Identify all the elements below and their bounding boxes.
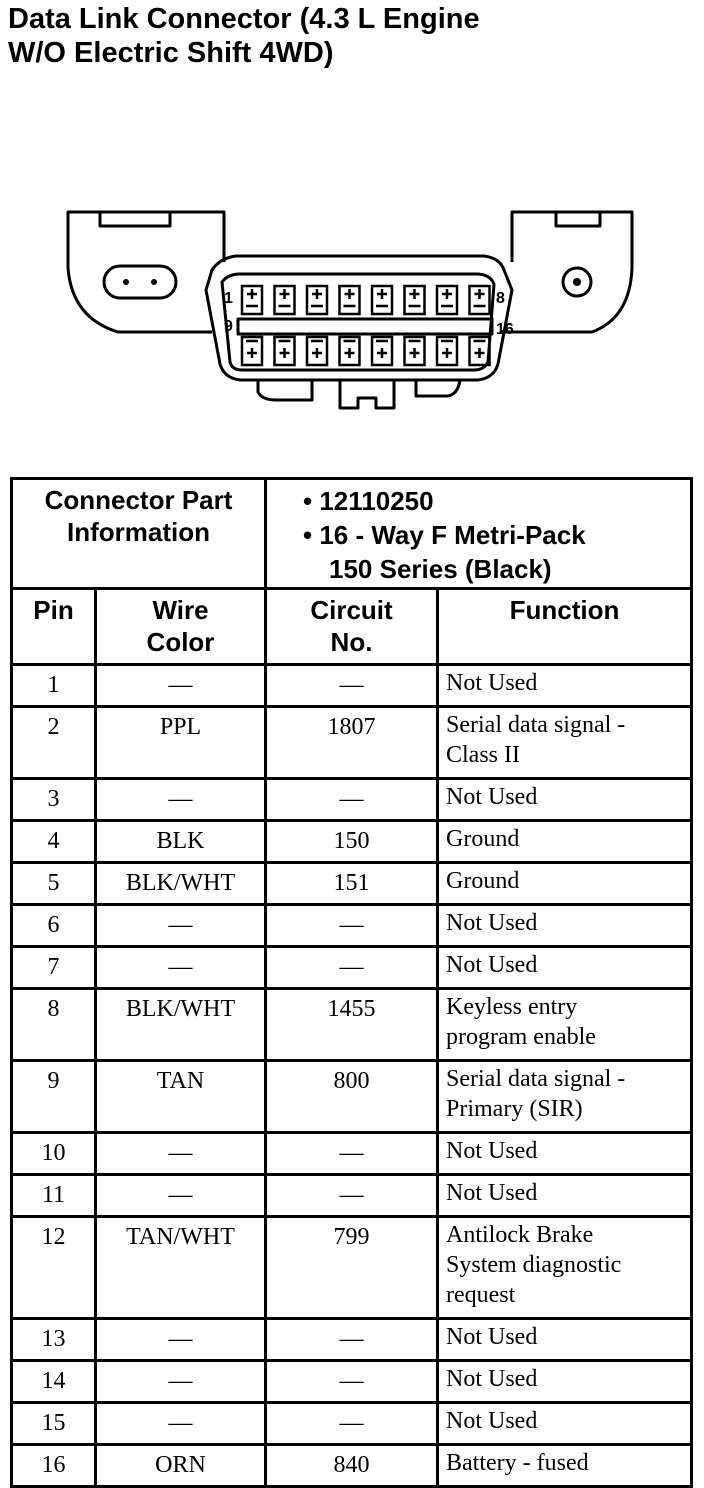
wire-color: PPL	[96, 707, 266, 779]
function-line: Ground	[446, 868, 520, 894]
circuit-number: —	[266, 947, 438, 989]
function-line: Not Used	[446, 670, 538, 696]
table-row	[12, 1175, 692, 1217]
table-row	[12, 905, 692, 947]
pin-number: 13	[12, 1319, 96, 1361]
pin-number: 2	[12, 707, 96, 779]
table-row	[12, 1403, 692, 1445]
connector-pin-terminal	[441, 289, 453, 306]
pin-number: 6	[12, 905, 96, 947]
function-line: Not Used	[446, 910, 538, 936]
connector-pin-terminal	[474, 289, 486, 306]
function-line: program enable	[446, 1024, 596, 1050]
circuit-number: 151	[266, 863, 438, 905]
connector-pin-terminal	[279, 289, 291, 306]
circuit-number: 150	[266, 821, 438, 863]
circuit-number: —	[266, 779, 438, 821]
connector-pin-terminal	[441, 341, 453, 358]
function-line: Not Used	[446, 1408, 538, 1434]
connector-pin-terminal	[409, 289, 421, 306]
function-line: Serial data signal -	[446, 1066, 626, 1092]
connector-pin-terminal	[246, 341, 258, 358]
function-line: System diagnostic	[446, 1252, 622, 1278]
table-row	[12, 1061, 692, 1133]
table-row	[12, 1133, 692, 1175]
pin-number: 10	[12, 1133, 96, 1175]
table-row	[12, 707, 692, 779]
wire-color: —	[96, 665, 266, 707]
wire-color: BLK	[96, 821, 266, 863]
table-row	[12, 1217, 692, 1319]
function-line: Primary (SIR)	[446, 1096, 583, 1122]
pin-number: 7	[12, 947, 96, 989]
function-cell	[438, 863, 692, 905]
function-line: Antilock Brake	[446, 1222, 594, 1248]
function-line: Serial data signal -	[446, 712, 626, 738]
function-line: request	[446, 1282, 516, 1308]
function-cell	[438, 1217, 692, 1319]
pin-grid	[242, 286, 490, 365]
connector-pin-terminal	[311, 341, 323, 358]
circuit-number: —	[266, 1361, 438, 1403]
pin-number: 11	[12, 1175, 96, 1217]
connector-pin-terminal	[279, 341, 291, 358]
connector-pin-terminal	[376, 341, 388, 358]
bottom-key-right	[416, 380, 460, 396]
function-line: Not Used	[446, 1324, 538, 1350]
function-cell	[438, 947, 692, 989]
circuit-number: 1455	[266, 989, 438, 1061]
pin-number: 16	[12, 1445, 96, 1487]
connector-pin-terminal	[344, 289, 356, 306]
circuit-number: 1807	[266, 707, 438, 779]
function-line: Keyless entry	[446, 994, 578, 1020]
pin-label-9: 9	[224, 318, 233, 335]
header-circuit-no: Circuit No.	[266, 589, 438, 665]
pin-number: 15	[12, 1403, 96, 1445]
circuit-number: —	[266, 1175, 438, 1217]
table-row	[12, 821, 692, 863]
left-mounting-ear	[68, 212, 224, 332]
circuit-number: —	[266, 1133, 438, 1175]
wire-color: —	[96, 905, 266, 947]
function-cell	[438, 1133, 692, 1175]
wire-color: —	[96, 1175, 266, 1217]
header-function: Function	[438, 589, 692, 665]
pin-label-8: 8	[496, 290, 505, 307]
function-cell	[438, 779, 692, 821]
function-line: Not Used	[446, 1180, 538, 1206]
part-number: • 12110250	[303, 486, 434, 516]
bottom-key-center	[340, 380, 394, 408]
pin-number: 12	[12, 1217, 96, 1319]
right-ear-tab	[556, 212, 600, 226]
pin-label-1: 1	[224, 290, 233, 307]
wire-color: —	[96, 779, 266, 821]
circuit-number: 840	[266, 1445, 438, 1487]
function-line: Ground	[446, 826, 520, 852]
wire-color: —	[96, 1403, 266, 1445]
title-line-1: Data Link Connector (4.3 L Engine	[8, 3, 480, 35]
function-cell	[438, 1361, 692, 1403]
table-row	[12, 665, 692, 707]
pin-number: 14	[12, 1361, 96, 1403]
pin-row-divider	[238, 319, 492, 334]
pin-number: 4	[12, 821, 96, 863]
connector-pin-terminal	[311, 289, 323, 306]
function-cell	[438, 821, 692, 863]
function-line: Not Used	[446, 1366, 538, 1392]
pin-number: 3	[12, 779, 96, 821]
table-row	[12, 947, 692, 989]
table-row	[12, 1319, 692, 1361]
function-cell	[438, 707, 692, 779]
table-row	[12, 989, 692, 1061]
pin-label-16: 16	[496, 321, 514, 338]
table-row	[12, 779, 692, 821]
function-line: Class II	[446, 742, 520, 768]
table-row	[12, 863, 692, 905]
pin-number: 5	[12, 863, 96, 905]
bottom-key-left	[258, 380, 312, 400]
table-row	[12, 1445, 692, 1487]
part-info-values	[266, 479, 692, 589]
wire-color: ORN	[96, 1445, 266, 1487]
left-oval-hole	[104, 266, 176, 298]
connector-pin-terminal	[376, 289, 388, 306]
function-line: Not Used	[446, 952, 538, 978]
connector-pin-terminal	[474, 341, 486, 358]
left-ear-tab	[100, 212, 170, 226]
circuit-number: 799	[266, 1217, 438, 1319]
connector-pinout-table	[10, 477, 693, 1488]
function-cell	[438, 1175, 692, 1217]
circuit-number: —	[266, 1319, 438, 1361]
wire-color: —	[96, 947, 266, 989]
circuit-number: —	[266, 905, 438, 947]
function-line: Battery - fused	[446, 1450, 589, 1476]
circuit-number: —	[266, 1403, 438, 1445]
function-cell	[438, 905, 692, 947]
function-line: Not Used	[446, 784, 538, 810]
function-cell	[438, 1319, 692, 1361]
wire-color: —	[96, 1361, 266, 1403]
connector-pin-terminal	[409, 341, 421, 358]
connector-diagram	[0, 0, 704, 440]
connector-pin-terminal	[344, 341, 356, 358]
part-info-label: Connector Part Information	[12, 479, 266, 589]
wire-color: —	[96, 1133, 266, 1175]
function-cell	[438, 665, 692, 707]
part-type: • 16 - Way F Metri-Pack 150 Series (Black)	[303, 520, 586, 584]
title-line-2: W/O Electric Shift 4WD)	[8, 37, 334, 69]
circuit-number: —	[266, 665, 438, 707]
pin-number: 8	[12, 989, 96, 1061]
wire-color: BLK/WHT	[96, 863, 266, 905]
function-cell	[438, 1445, 692, 1487]
table-row	[12, 1361, 692, 1403]
header-pin: Pin	[12, 589, 96, 665]
circuit-number: 800	[266, 1061, 438, 1133]
wire-color: TAN/WHT	[96, 1217, 266, 1319]
wire-color: —	[96, 1319, 266, 1361]
pin-number: 9	[12, 1061, 96, 1133]
function-cell	[438, 1403, 692, 1445]
connector-pin-terminal	[246, 289, 258, 306]
wire-color: TAN	[96, 1061, 266, 1133]
header-wire-color: Wire Color	[96, 589, 266, 665]
function-cell	[438, 1061, 692, 1133]
function-line: Not Used	[446, 1138, 538, 1164]
pin-number: 1	[12, 665, 96, 707]
wire-color: BLK/WHT	[96, 989, 266, 1061]
function-cell	[438, 989, 692, 1061]
